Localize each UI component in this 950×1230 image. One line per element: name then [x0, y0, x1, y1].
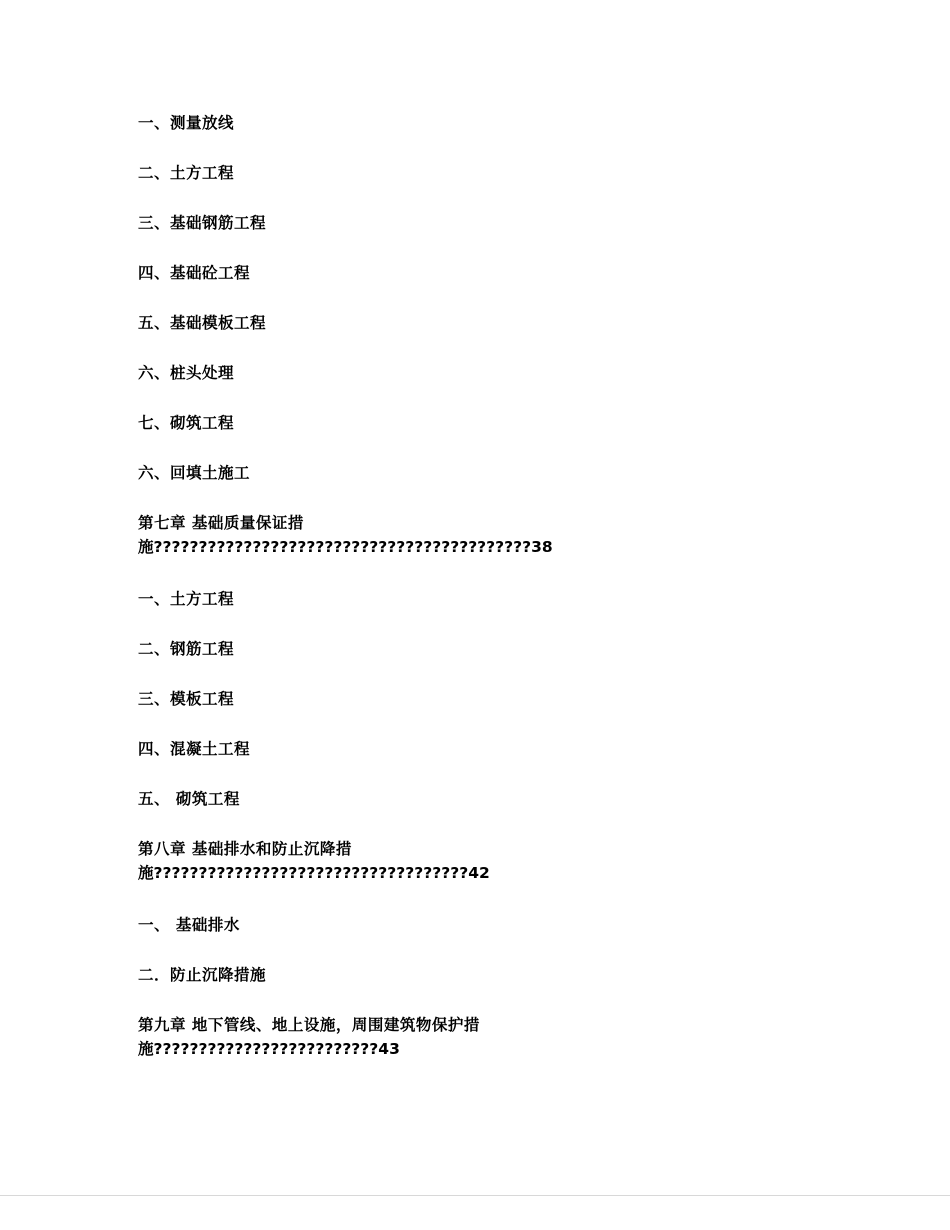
ch8-item-1: 一、 基础排水 — [138, 916, 240, 934]
toc-entry-2: 二、土方工程 — [138, 164, 235, 182]
toc-entry-3: 三、基础钢筋工程 — [138, 214, 267, 232]
ch7-item-2: 二、钢筋工程 — [138, 640, 235, 658]
ch7-item-5: 五、 砌筑工程 — [138, 790, 240, 808]
ch7-item-3: 三、模板工程 — [138, 690, 235, 708]
toc-content — [138, 112, 758, 1090]
chapter-entry-7 — [138, 512, 758, 560]
chapter-7-leader: 施??????????????????????????????????????????38 — [138, 538, 553, 556]
page-bottom-divider — [0, 1195, 950, 1196]
ch8-item-2: 二．防止沉降措施 — [138, 966, 267, 984]
chapter-7-title: 第七章 基础质量保证措 — [138, 514, 304, 532]
chapter-entry-8 — [138, 838, 758, 886]
chapter-entry-9 — [138, 1014, 758, 1062]
toc-entry-1: 一、测量放线 — [138, 114, 235, 132]
toc-entry-6: 六、桩头处理 — [138, 364, 235, 382]
toc-entry-4: 四、基础砼工程 — [138, 264, 251, 282]
toc-entry-8: 六、回填土施工 — [138, 464, 251, 482]
toc-entry-5: 五、基础模板工程 — [138, 314, 267, 332]
chapter-9-leader: 施?????????????????????????43 — [138, 1040, 400, 1058]
ch7-item-1: 一、土方工程 — [138, 590, 235, 608]
toc-entry-7: 七、砌筑工程 — [138, 414, 235, 432]
ch7-item-4: 四、混凝土工程 — [138, 740, 251, 758]
chapter-8-leader: 施???????????????????????????????????42 — [138, 864, 490, 882]
chapter-9-title: 第九章 地下管线、地上设施，周围建筑物保护措 — [138, 1016, 480, 1034]
chapter-8-title: 第八章 基础排水和防止沉降措 — [138, 840, 352, 858]
